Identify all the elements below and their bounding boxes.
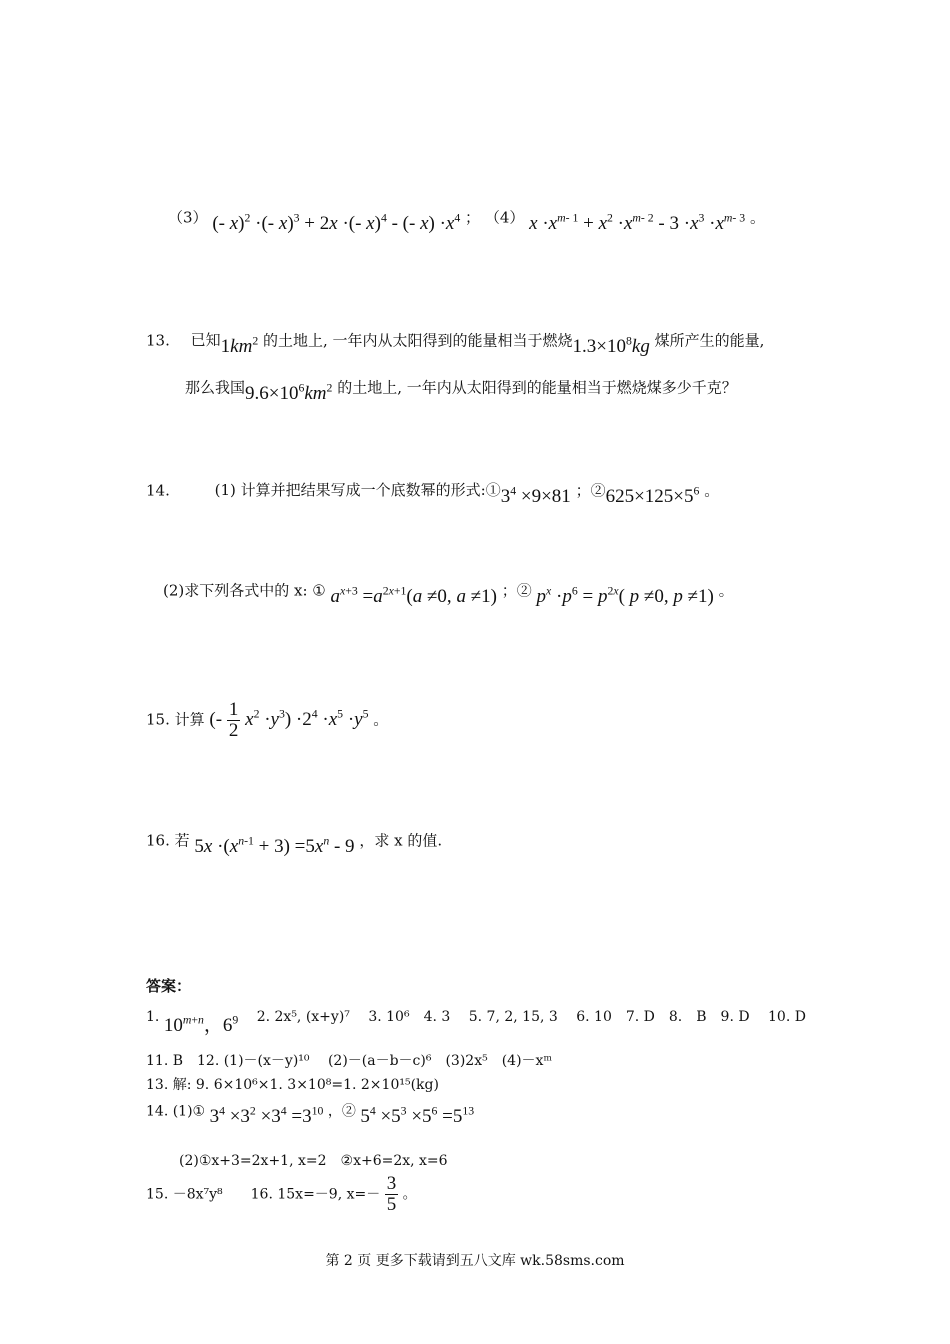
q14-t2: ；② — [575, 481, 606, 500]
q12-p4-label: （4） — [484, 208, 525, 227]
q15-expr-open: (- — [209, 708, 223, 730]
q14-t4: (2)求下列各式中的 x: ① — [163, 581, 326, 600]
a14-m1: $3^4 \times 3^2 \times 3^4 =3^{10}$ — [209, 1105, 324, 1128]
q13-m3: $9.6\times 10^6km^2$ — [245, 382, 333, 405]
answer-line-13: 13. 解: 9. 6×10⁶×1. 3×10⁸=1. 2×10¹⁵(kg) — [146, 1077, 439, 1093]
page-footer: 第 2 页 更多下载请到五八文库 wk.58sms.com — [325, 1253, 625, 1269]
q12-p4-expr: $x \cdot x^{m- 1} + x^2 \cdot x^{m- 2} - 3 \cdot x^3 \cdot x^{m- 3}$ — [529, 212, 746, 235]
q15-line — [146, 700, 388, 741]
q13-t4: 那么我国 — [185, 378, 246, 397]
a1-expr: $10^{m+n}$，$6^9$ — [163, 1013, 239, 1036]
q16-line — [146, 828, 443, 858]
q14-t3: 。 — [704, 481, 720, 500]
a15-text: 15. －8x⁷y⁸ 16. 15x=－9, x=－ — [146, 1186, 381, 1203]
a1-num: 1. — [146, 1009, 160, 1025]
q14-m4: $p^x \cdot p^6 = p^{2x}$( p ≠0, p ≠1) — [536, 585, 714, 608]
q13-t5: 的土地上, 一年内从太阳得到的能量相当于燃烧煤多少千克？ — [337, 378, 737, 397]
q14-t6: 。 — [718, 581, 734, 600]
a15-fraction — [385, 1174, 399, 1215]
q13-m1: $1km^2$ — [220, 335, 259, 358]
answer-line-15 — [146, 1174, 417, 1215]
answer-line-14-2: (2)①x+3=2x+1, x=2 ②x+6=2x, x=6 — [179, 1153, 448, 1169]
q14-line2 — [163, 578, 734, 608]
q14-num: 14. — [146, 481, 170, 500]
q14-m2: $625\times 125\times 5^6$ — [605, 485, 700, 508]
a14-sep: ，② — [327, 1103, 356, 1120]
q15-expr: $x^2 \cdot y^3) \cdot 2^4 \cdot x^5 \cdot y^5$ — [245, 707, 369, 730]
q12-sep: ； — [465, 208, 481, 227]
q12-p3-label: （3） — [168, 208, 208, 227]
q15-frac-num: 1 — [228, 699, 239, 720]
a14-m2: $5^4 \times 5^3 \times 5^6 =5^{13}$ — [360, 1105, 475, 1128]
answer-line-1 — [146, 1000, 806, 1036]
q14-line1 — [146, 478, 720, 508]
q16-m1: $5x \cdot(x^{n-1} + 3) =5x^n - 9$ — [194, 835, 355, 858]
answer-line-11: 11. B 12. (1)－(x－y)¹⁰ (2)－(a－b－c)⁶ (3)2x⁵ (4)－xᵐ — [146, 1053, 553, 1069]
a15-frac-den: 5 — [386, 1194, 397, 1215]
q13-m2: $1.3\times 10^8kg$ — [572, 335, 650, 358]
q14-t5: ；② — [501, 581, 532, 600]
q13-num: 13. — [146, 331, 170, 350]
q14-m3: $a^{x+3} =a^{2x+1}(a \ne 0$, a ≠1) — [330, 585, 497, 608]
q12-p3-expr: (- x)$^2$ ·(- x)$^3$ + 2x ·(- x)$^4$ - (- $x) \cdot x^4$ — [212, 212, 461, 235]
a14-label: 14. (1)① — [146, 1103, 206, 1120]
a15-frac-num: 3 — [386, 1173, 397, 1194]
q16-t1: 16. 若 — [146, 831, 190, 850]
q13-t2: 的土地上, 一年内从太阳得到的能量相当于燃烧 — [262, 331, 573, 350]
q12-line — [168, 205, 765, 235]
q13-t3: 煤所产生的能量, — [654, 331, 765, 350]
q13-t1: 已知 — [190, 331, 221, 350]
q16-t2: ，求 x 的值. — [359, 831, 443, 850]
q14-t1: (1) 计算并把结果写成一个底数幂的形式:① — [214, 481, 501, 500]
answers-heading: 答案： — [146, 977, 192, 995]
q15-text: 15. 计算 — [146, 710, 205, 729]
q13-line2 — [185, 375, 737, 405]
q13-line1 — [146, 328, 765, 358]
a1-rest: 2. 2x⁵, (x+y)⁷ 3. 10⁶ 4. 3 5. 7, 2, 15, 3 6. 10 7. D 8. B 9. D 10. D — [256, 1009, 806, 1025]
q15-fraction — [227, 700, 241, 741]
answer-line-14 — [146, 1098, 475, 1128]
q15-end: 。 — [373, 710, 389, 729]
q14-m1: $3^4 \times 9\times 81$ — [500, 485, 571, 508]
q15-frac-den: 2 — [228, 720, 239, 741]
q12-end: 。 — [749, 208, 765, 227]
a15-end: 。 — [402, 1186, 417, 1203]
